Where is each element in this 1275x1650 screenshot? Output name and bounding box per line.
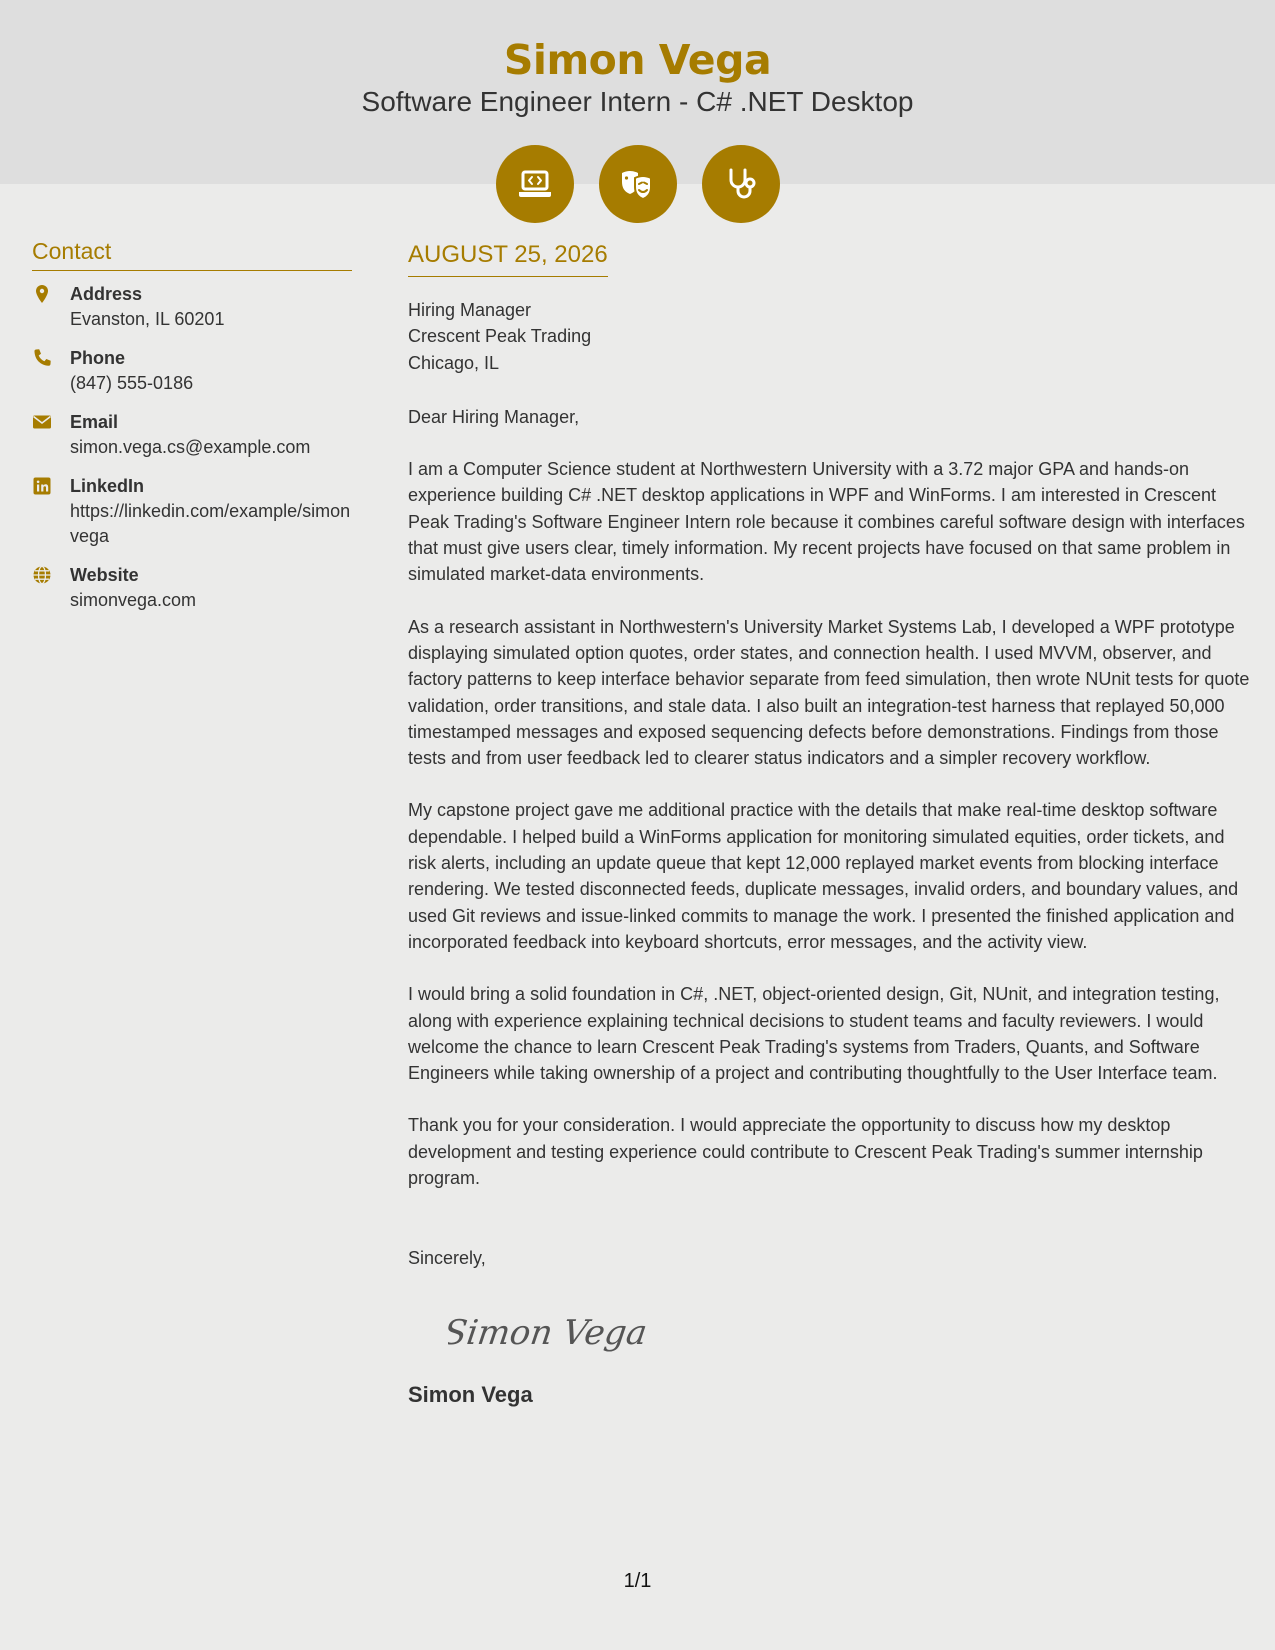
signer-name: Simon Vega bbox=[408, 1381, 533, 1407]
handwritten-signature bbox=[448, 1302, 1250, 1362]
paragraph: Thank you for your consideration. I would appreciate the opportunity to discuss how my desktop development and testing experience could contribute to Crescent Peak Trading's summer internship program. bbox=[408, 1115, 1203, 1189]
candidate-name: Simon Vega bbox=[503, 36, 772, 84]
linkedin-label: LinkedIn bbox=[70, 476, 145, 496]
recipient-title: Hiring Manager bbox=[408, 300, 532, 320]
contact-address bbox=[32, 282, 352, 332]
paragraph: I am a Computer Science student at Northwestern University with a 3.72 major GPA and hands-on experience building C# .NET desktop applications in WPF and WinForms. I am interested in Crescent Peak Trading's Software Engineer Intern role because it combines careful software design with interfaces that must give users clear, timely information. My recent projects have focused on that same problem in simulated market-data environments. bbox=[408, 459, 1245, 585]
phone-value[interactable]: (847) 555-0186 bbox=[70, 373, 194, 393]
paragraph: My capstone project gave me additional practice with the details that make real-time desktop software dependable. I helped build a WinForms application for monitoring simulated equities, order tickets, and risk alerts, including an update queue that kept 12,000 replayed market events from blocking interface rendering. We tested disconnected feeds, duplicate messages, invalid orders, and boundary values, and used Git reviews and issue-linked commits to manage the work. I presented the finished application and incorporated feedback into keyboard shortcuts, error messages, and the activity view. bbox=[408, 800, 1239, 952]
contact-website bbox=[32, 563, 352, 613]
linkedin-value[interactable]: https://linkedin.com/example/simonvega bbox=[70, 501, 351, 546]
laptop-code-icon bbox=[496, 145, 574, 223]
globe-icon bbox=[32, 563, 70, 613]
phone-label: Phone bbox=[70, 348, 126, 368]
map-pin-icon bbox=[32, 282, 70, 332]
website-label: Website bbox=[70, 565, 139, 585]
header-icons bbox=[0, 145, 1275, 223]
contact-sidebar bbox=[32, 238, 352, 627]
svg-text:Simon Vega: Simon Vega bbox=[448, 1312, 648, 1353]
contact-linkedin bbox=[32, 474, 352, 549]
page-number: 1/1 bbox=[623, 1570, 652, 1592]
theater-masks-icon bbox=[599, 145, 677, 223]
address-value: Evanston, IL 60201 bbox=[70, 309, 225, 329]
email-label: Email bbox=[70, 412, 119, 432]
contact-heading: Contact bbox=[32, 238, 352, 271]
recipient-block bbox=[408, 297, 1250, 376]
paragraph: I would bring a solid foundation in C#, .NET, object-oriented design, Git, NUnit, and integration testing, along with experience explaining technical decisions to student teams and faculty reviewers. I would welcome the chance to learn Crescent Peak Trading's systems from Traders, Quants, and Software Engineers while taking ownership of a project and contributing thoughtfully to the User Interface team. bbox=[408, 984, 1220, 1084]
closing: Sincerely, bbox=[408, 1248, 486, 1269]
recipient-company: Crescent Peak Trading bbox=[408, 326, 592, 347]
letter-body bbox=[408, 240, 1250, 1408]
website-value[interactable]: simonvega.com bbox=[70, 590, 197, 610]
email-value[interactable]: simon.vega.cs@example.com bbox=[70, 437, 311, 457]
phone-icon bbox=[32, 346, 70, 396]
letter-date: AUGUST 25, 2026 bbox=[408, 240, 608, 277]
stethoscope-icon bbox=[702, 145, 780, 223]
linkedin-icon bbox=[32, 474, 70, 549]
contact-phone bbox=[32, 346, 352, 396]
recipient-location: Chicago, IL bbox=[408, 352, 500, 373]
salutation: Dear Hiring Manager, bbox=[408, 406, 580, 427]
contact-list bbox=[32, 282, 352, 613]
address-label: Address bbox=[70, 284, 143, 304]
contact-email bbox=[32, 410, 352, 460]
paragraph: As a research assistant in Northwestern's University Market Systems Lab, I developed a WPF prototype displaying simulated option quotes, order states, and connection health. I used MVVM, observer, and factory patterns to keep interface behavior separate from feed simulation, then wrote NUnit tests for quote validation, order transitions, and stale data. I also built an integration-test harness that replayed 50,000 timestamped messages and exposed sequencing defects before demonstrations. Findings from those tests and from user feedback led to clearer status indicators and a simpler recovery workflow. bbox=[408, 616, 1250, 769]
candidate-role: Software Engineer Intern - C# .NET Desktop bbox=[361, 86, 914, 117]
envelope-icon bbox=[32, 410, 70, 460]
